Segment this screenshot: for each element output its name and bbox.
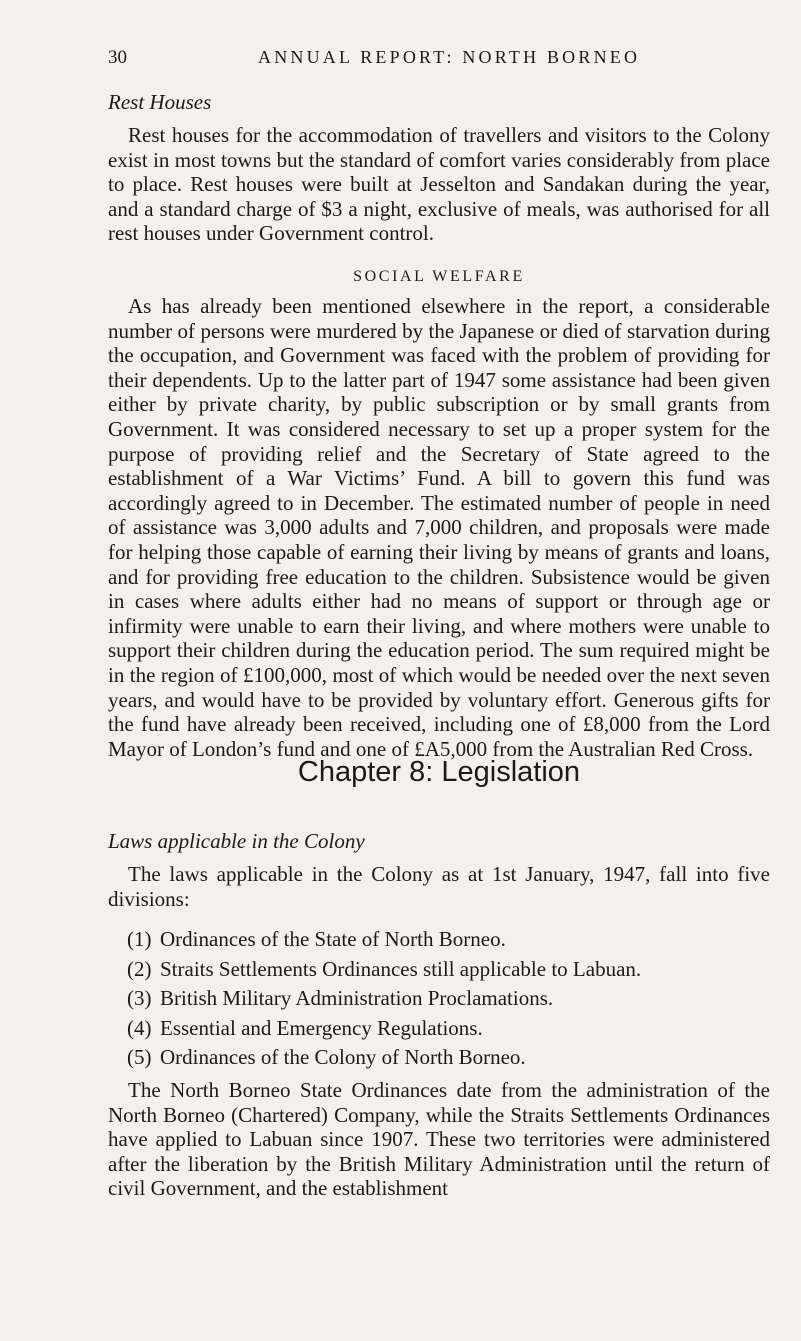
rest-houses-heading: Rest Houses (108, 90, 212, 114)
list-item (127, 1014, 767, 1044)
page-number: 30 (108, 47, 127, 68)
chapter-title: Chapter 8: Legislation (297, 756, 581, 788)
list-item-number: (3) (127, 986, 152, 1010)
social-welfare-paragraph: As has already been mentioned elsewhere in the report, a considerable number of persons were murdered by the Japanese or died of starvation during the occupation, and Government was faced with the problem of providing for their dependents. Up to the latter part of 1947 some assistance had been given either by private charity, by public subscription or by small grants from Government. It was considered necessary to set up a proper system for the purpose of providing relief and the Secretary of State agreed to the establishment of a War Victims’ Fund. A bill to govern this fund was accordingly agreed to in December. The estimated number of people in need of assistance was 3,000 adults and 7,000 children, and proposals were made for helping those capable of earning their living by means of grants and loans, and for providing free education to the children. Subsistence would be given in cases where adults either had no means of support or through age or infirmity were unable to earn their living, and where mothers were unable to support their children during the education period. The sum required might be in the region of £100,000, most of which would be needed over the next seven years, and would have to be provided by voluntary effort. Generous gifts for the fund have already been received, including one of £8,000 from the Lord Mayor of London’s fund and one of £A5,000 from the Australian Red Cross. (108, 294, 770, 761)
list-item-number: (1) (127, 927, 152, 951)
list-item-text: Essential and Emergency Regulations. (160, 1015, 483, 1040)
laws-heading: Laws applicable in the Colony (108, 829, 365, 853)
rest-houses-paragraph: Rest houses for the accommodation of travellers and visitors to the Colony exist in most towns but the standard of comfort varies considerably from place to place. Rest houses were built at Jesselton and Sandakan during the year, and a standard charge of $3 a night, exclusive of meals, was authorised for all rest houses under Government control. (108, 123, 770, 246)
running-header (108, 47, 770, 71)
list-item-number: (5) (127, 1045, 152, 1069)
list-item (127, 1043, 767, 1073)
list-item (127, 984, 767, 1014)
running-title: ANNUAL REPORT: NORTH BORNEO (258, 47, 641, 67)
list-item (127, 955, 767, 985)
list-item-number: (2) (127, 956, 152, 981)
list-item (127, 925, 767, 955)
laws-closing-paragraph: The North Borneo State Ordinances date from the administration of the North Borneo (Chartered) Company, while the Straits Settlements Ordinances have applied to Labuan since 1907. These two territories were administered after the liberation by the British Military Administration until the return of civil Government, and the establishment (108, 1078, 770, 1201)
list-item-text: Straits Settlements Ordinances still applicable to Labuan. (160, 956, 642, 981)
divisions-list (127, 925, 767, 1073)
list-item-text: British Military Administration Proclamations. (160, 986, 554, 1010)
list-item-number: (4) (127, 1015, 152, 1040)
list-item-text: Ordinances of the State of North Borneo. (160, 927, 506, 951)
list-item-text: Ordinances of the Colony of North Borneo. (160, 1045, 526, 1069)
laws-intro-paragraph: The laws applicable in the Colony as at 1st January, 1947, fall into five divisions: (108, 862, 770, 911)
social-welfare-heading: SOCIAL WELFARE (353, 268, 525, 285)
